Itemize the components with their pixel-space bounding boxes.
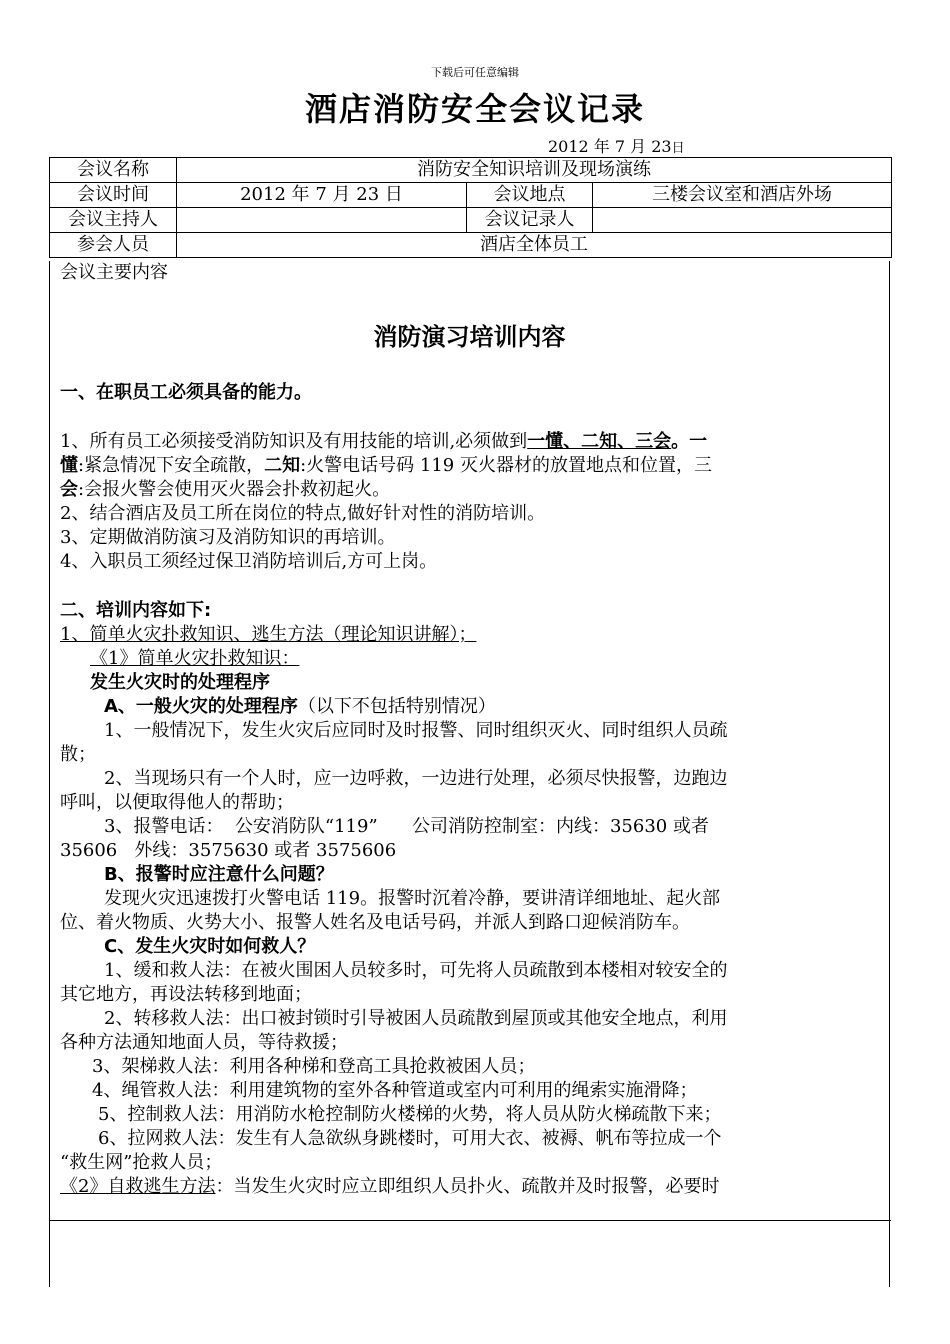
part1-paragraph1-line3: [60, 478, 390, 502]
section-a-heading-line: [104, 695, 496, 719]
c3-line: 3、架梯救人法：利用各种梯和登高工具抢救被困人员；: [92, 1056, 536, 1077]
a3-line2: 35606 外线：3575630 或者 3575606: [60, 840, 397, 861]
meeting-time-value: 2012 年 7 月 23 日: [177, 183, 467, 208]
part1-heading: 一、在职员工必须具备的能力。: [60, 382, 312, 403]
meeting-host-value: [177, 208, 467, 233]
a1-line1: 1、一般情况下，发生火灾后应同时及时报警、同时组织灭火、同时组织人员疏: [104, 720, 728, 741]
sub2-line: [60, 1175, 719, 1199]
table-row: [50, 158, 892, 183]
c1-line2: 其它地方，再设法转移到地面；: [60, 984, 312, 1005]
table-row: [50, 208, 892, 233]
a3-line1: 3、报警电话： 公安消防队“119” 公司消防控制室：内线：35630 或者: [104, 816, 709, 837]
c2-line2: 各种方法通知地面人员，等待救援；: [60, 1032, 348, 1053]
meeting-time-label: 会议时间: [50, 183, 177, 208]
meeting-name-label: 会议名称: [50, 158, 177, 183]
section-b-heading: B、报警时应注意什么问题？: [104, 864, 334, 885]
meeting-name-value: 消防安全知识培训及现场演练: [177, 158, 892, 183]
text-span: :会报火警会使用灭火器会扑救初起火。: [78, 479, 391, 500]
attendees-value: 酒店全体员工: [177, 233, 892, 258]
text-span: :紧急情况下安全疏散，: [78, 455, 265, 476]
c5-line: 5、控制救人法：用消防水枪控制防火楼梯的火势，将人员从防火梯疏散下来；: [98, 1104, 722, 1125]
section-a-heading: A、一般火灾的处理程序: [104, 696, 298, 717]
c6-line2: “救生网”抢救人员；: [60, 1152, 223, 1173]
meeting-place-value: 三楼会议室和酒店外场: [593, 183, 892, 208]
key-requirement: 一懂、二知、三会: [527, 431, 672, 452]
part1-paragraph2: 2、结合酒店及员工所在岗位的特点,做好针对性的消防培训。: [60, 503, 546, 524]
document-date: [548, 134, 685, 157]
meeting-info-table: [49, 157, 892, 258]
procedure-heading: 发生火灾时的处理程序: [90, 672, 270, 693]
section-c-heading: C、发生火灾时如何救人？: [104, 936, 316, 957]
a1-line2: 散；: [60, 744, 96, 765]
text-span: :火警电话号码 119 灭火器材的放置地点和位置，三: [300, 455, 712, 476]
document-title: 酒店消防安全会议记录: [304, 90, 645, 128]
b-line1: 发现火灾迅速拨打火警电话 119。报警时沉着冷静，要讲清详细地址、起火部: [104, 888, 721, 909]
text-span: 1、所有员工必须接受消防知识及有用技能的培训,必须做到: [60, 431, 528, 452]
top-note: 下载后可任意编辑: [431, 66, 519, 79]
date-day: 日: [671, 141, 685, 156]
part1-paragraph1-line2: [60, 454, 712, 478]
text-span: 会: [60, 479, 78, 500]
table-row: [50, 183, 892, 208]
sub2-text: ：当发生火灾时应立即组织人员扑火、疏散并及时报警，必要时: [215, 1176, 720, 1197]
meeting-recorder-value: [593, 208, 892, 233]
meeting-place-label: 会议地点: [467, 183, 593, 208]
main-content-label: 会议主要内容: [60, 262, 168, 283]
c6-line1: 6、拉网救人法：发生有人急欲纵身跳楼时，可用大衣、被褥、帆布等拉成一个: [98, 1128, 722, 1149]
part2-sub1: 《1》简单火灾扑救知识：: [90, 648, 300, 669]
part1-paragraph3: 3、定期做消防演习及消防知识的再培训。: [60, 527, 396, 548]
text-span: 懂: [60, 455, 78, 476]
meeting-host-label: 会议主持人: [50, 208, 177, 233]
table-row: [50, 233, 892, 258]
c2-line1: 2、转移救人法：出口被封锁时引导被困人员疏散到屋顶或其他安全地点，利用: [104, 1008, 728, 1029]
text-span: 。一: [671, 431, 708, 452]
meeting-content-box: [49, 261, 890, 1287]
meeting-recorder-label: 会议记录人: [467, 208, 593, 233]
part1-paragraph1-line1: [60, 430, 707, 454]
a2-line2: 呼叫，以便取得他人的帮助；: [60, 792, 294, 813]
section-a-note: （以下不包括特别情况）: [297, 696, 496, 717]
bottom-rule: [49, 1220, 891, 1221]
part2-heading: 二、培训内容如下:: [60, 600, 212, 621]
a2-line1: 2、当现场只有一个人时，应一边呼救，一边进行处理，必须尽快报警，边跑边: [104, 768, 728, 789]
b-line2: 位、着火物质、火势大小、报警人姓名及电话号码，并派人到路口迎候消防车。: [60, 912, 690, 933]
section-title: 消防演习培训内容: [373, 323, 566, 351]
date-main: 2012 年 7 月 23: [548, 137, 672, 156]
attendees-label: 参会人员: [50, 233, 177, 258]
text-span: 二知: [264, 455, 301, 476]
c1-line1: 1、缓和救人法：在被火围困人员较多时，可先将人员疏散到本楼相对较安全的: [104, 960, 728, 981]
part1-paragraph4: 4、入职员工须经过保卫消防培训后,方可上岗。: [60, 551, 438, 572]
c4-line: 4、绳管救人法：利用建筑物的室外各种管道或室内可利用的绳索实施滑降；: [92, 1080, 698, 1101]
part2-item1: 1、简单火灾扑救知识、逃生方法（理论知识讲解）；: [60, 624, 477, 645]
sub2-heading: 《2》自救逃生方法: [60, 1176, 216, 1197]
